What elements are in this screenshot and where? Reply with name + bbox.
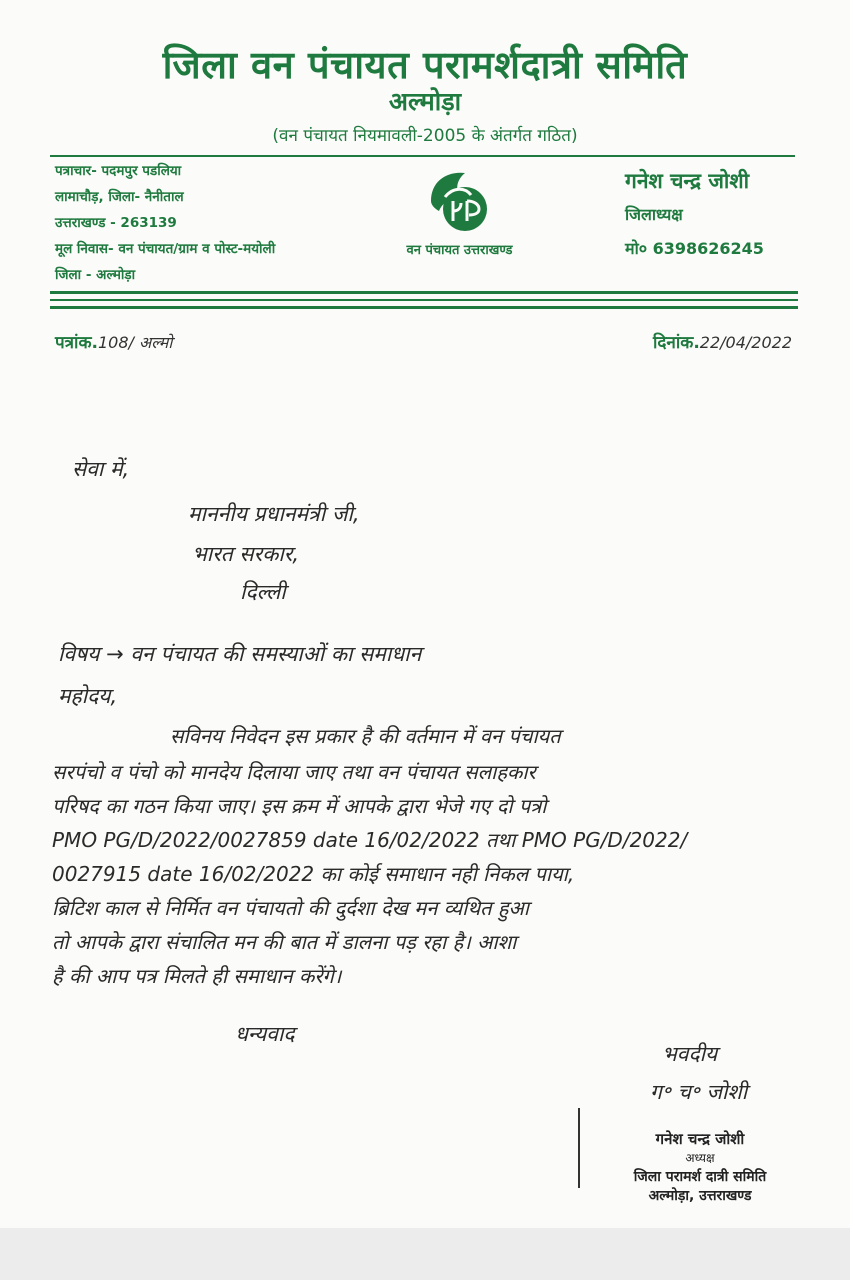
address-line: लामाचौड़, जिला- नैनीताल [55, 189, 184, 205]
closing-word: भवदीय [662, 1042, 718, 1066]
handwritten-signature: ग॰ च॰ जोशी [650, 1080, 748, 1104]
official-mobile: मो० 6398626245 [625, 239, 764, 258]
reference-value: 108/ अल्मो [97, 333, 173, 352]
letter-subject: विषय → वन पंचायत की समस्याओं का समाधान [58, 642, 422, 666]
body-line: तो आपके द्वारा संचालित मन की बात में डालना पड़ रहा है। आशा [52, 930, 517, 954]
signature-divider [578, 1108, 580, 1188]
reference-number [55, 330, 172, 353]
signatory-stamp [600, 1130, 800, 1206]
date-value: 22/04/2022 [699, 333, 793, 352]
stamp-committee: जिला परामर्श दात्री समिति [633, 1169, 767, 1185]
addressee-line: माननीय प्रधानमंत्री जी, [188, 502, 360, 526]
logo-caption: वन पंचायत उत्तराखण्ड [406, 243, 513, 258]
organization-name: जिला वन पंचायत परामर्शदात्री समिति [162, 42, 688, 87]
address-line: मूल निवास- वन पंचायत/ग्राम व पोस्ट-मयोली [55, 241, 276, 257]
header-rule-top [50, 155, 795, 157]
address-line: जिला - अल्मोड़ा [55, 267, 136, 283]
official-designation: जिलाध्यक्ष [625, 205, 683, 224]
letter-date [653, 330, 792, 353]
official-block [625, 164, 840, 266]
official-name: गनेश चन्द्र जोशी [625, 169, 750, 193]
addressee-line: भारत सरकार, [192, 542, 300, 566]
correspondence-address [55, 158, 365, 288]
body-line: सरपंचो व पंचो को मानदेय दिलाया जाए तथा वन पंचायत सलाहकार [52, 760, 536, 784]
addressee-line: दिल्ली [240, 580, 286, 604]
header-rule-bottom-3 [50, 306, 798, 309]
salutation-to: सेवा में, [72, 457, 130, 481]
body-line: ब्रिटिश काल से निर्मित वन पंचायतो की दुर्दशा देख मन व्यथित हुआ [52, 896, 529, 920]
van-panchayat-logo-icon [425, 167, 493, 235]
organization-note: (वन पंचायत नियमावली-2005 के अंतर्गत गठित) [272, 126, 578, 146]
photo-background-strip [0, 1228, 850, 1280]
body-line: 0027915 date 16/02/2022 का कोई समाधान नही निकल पाया, [52, 862, 575, 886]
thanks-note: धन्यवाद [235, 1022, 295, 1046]
letter-greeting: महोदय, [58, 684, 118, 708]
body-line: सविनय निवेदन इस प्रकार है की वर्तमान में वन पंचायत [170, 724, 561, 748]
reference-label: पत्रांक. [55, 333, 98, 353]
address-line: उत्तराखण्ड - 263139 [55, 215, 177, 231]
body-line: है की आप पत्र मिलते ही समाधान करेंगे। [52, 964, 342, 988]
organization-city: अल्मोड़ा [388, 87, 462, 116]
header-rule-bottom-2 [50, 299, 798, 301]
body-line: PMO PG/D/2022/0027859 date 16/02/2022 तथा PMO PG/D/2022/ [52, 828, 688, 852]
date-label: दिनांक. [653, 333, 700, 353]
stamp-role: अध्यक्ष [685, 1151, 715, 1165]
stamp-name: गनेश चन्द्र जोशी [655, 1130, 745, 1148]
header-rule-bottom-1 [50, 291, 798, 294]
address-line: पत्राचार- पदमपुर पडलिया [55, 163, 182, 179]
stamp-place: अल्मोड़ा, उत्तराखण्ड [648, 1188, 752, 1204]
body-line: परिषद का गठन किया जाए। इस क्रम में आपके द्वारा भेजे गए दो पत्रो [52, 794, 547, 818]
